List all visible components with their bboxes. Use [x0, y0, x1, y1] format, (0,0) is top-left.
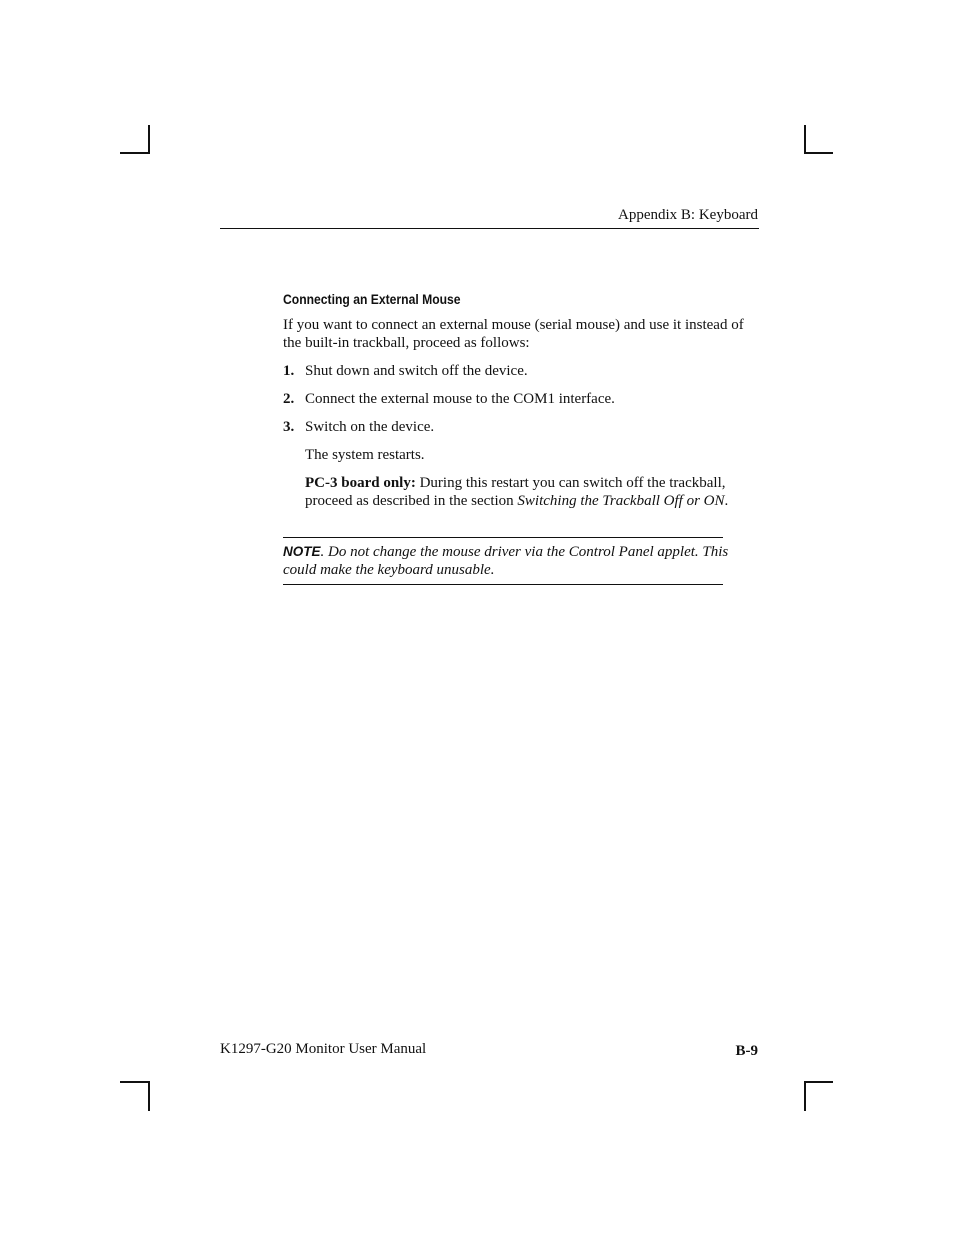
crop-mark-top-right — [804, 125, 806, 154]
pc3-end: . — [724, 493, 729, 509]
manual-title: K1297-G20 Monitor User Manual — [220, 1041, 427, 1057]
section-reference: Switching the Trackball Off or ON — [517, 493, 725, 509]
crop-mark-top-left — [120, 152, 150, 154]
step-number: 1. — [283, 363, 295, 379]
restart-result: The system restarts. — [305, 447, 425, 463]
note-box — [283, 543, 759, 579]
crop-mark-bottom-right — [804, 1081, 806, 1111]
crop-mark-bottom-right — [804, 1081, 833, 1083]
step-3 — [283, 418, 434, 436]
page-number: B-9 — [735, 1043, 758, 1059]
step-text: Connect the external mouse to the COM1 interface. — [305, 391, 615, 407]
crop-mark-bottom-left — [148, 1081, 150, 1111]
note-bottom-rule — [283, 584, 723, 585]
intro-paragraph: If you want to connect an external mouse (serial mouse) and use it instead of the built-in trackball, proceed as follows: — [283, 317, 744, 351]
note-label: NOTE — [283, 544, 321, 559]
step-2 — [283, 390, 615, 408]
crop-mark-top-right — [804, 152, 833, 154]
section-title: Connecting an External Mouse — [283, 292, 461, 307]
step-number: 2. — [283, 391, 295, 407]
running-head: Appendix B: Keyboard — [618, 207, 758, 223]
step-text: Switch on the device. — [305, 419, 435, 435]
header-divider — [220, 228, 759, 229]
crop-mark-bottom-left — [120, 1081, 150, 1083]
pc3-text: During this restart you can switch off the trackball, proceed as described in the section — [305, 475, 726, 509]
note-top-rule — [283, 537, 723, 538]
step-number: 3. — [283, 419, 295, 435]
step-text: Shut down and switch off the device. — [305, 363, 528, 379]
pc3-paragraph — [305, 474, 759, 510]
crop-mark-top-left — [148, 125, 150, 154]
pc3-label: PC-3 board only: — [305, 475, 416, 491]
note-text: . Do not change the mouse driver via the Control Panel applet. This could make the keyboard unusable. — [283, 544, 729, 578]
step-1 — [283, 362, 528, 380]
